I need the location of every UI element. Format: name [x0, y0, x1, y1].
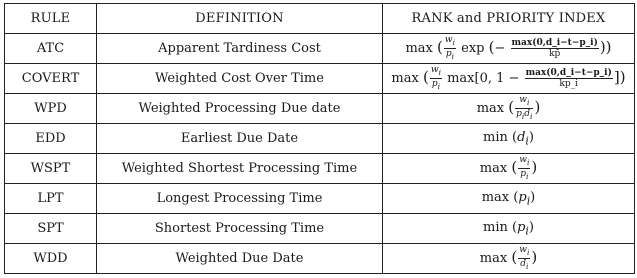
table-row [5, 34, 635, 64]
rank-cell [383, 64, 635, 94]
rule-cell: LPT [5, 184, 97, 214]
header-rule: RULE [5, 4, 97, 34]
formula-edd: $\min (d_i)$ [483, 129, 534, 148]
rules-table [4, 3, 635, 274]
rank-cell [383, 154, 635, 184]
formula-covert: max ( $\frac{w_i}{p_i}$ max[0, 1 − $\frac{\max(0,d\_i-t-p\_i)}{kp\_i}$ ]) [391, 65, 626, 91]
rule-cell: SPT [5, 214, 97, 244]
table-row [5, 94, 635, 124]
definition-cell: Earliest Due Date [97, 124, 383, 154]
rule-cell: EDD [5, 124, 97, 154]
formula-wspt: max ( $\frac{w_i}{p_i}$ ) [479, 155, 538, 181]
table-row [5, 184, 635, 214]
table-row [5, 64, 635, 94]
formula-wpd: max ( $\frac{w_i}{p_id_i}$ ) [476, 95, 541, 121]
formula-spt: $\min (p_i)$ [483, 219, 534, 238]
definition-cell: Weighted Due Date [97, 244, 383, 274]
rank-cell [383, 94, 635, 124]
rank-cell [383, 214, 635, 244]
rule-cell: WDD [5, 244, 97, 274]
definition-cell: Weighted Shortest Processing Time [97, 154, 383, 184]
definition-cell: Longest Processing Time [97, 184, 383, 214]
table-row [5, 214, 635, 244]
definition-cell: Weighted Processing Due date [97, 94, 383, 124]
definition-cell: Weighted Cost Over Time [97, 64, 383, 94]
rule-cell: WSPT [5, 154, 97, 184]
header-definition: DEFINITION [97, 4, 383, 34]
rank-cell [383, 244, 635, 274]
rank-cell [383, 184, 635, 214]
header-rank: RANK and PRIORITY INDEX [383, 4, 635, 34]
rank-cell [383, 124, 635, 154]
header-row [5, 4, 635, 34]
rule-cell: ATC [5, 34, 97, 64]
rule-cell: WPD [5, 94, 97, 124]
table-row [5, 244, 635, 274]
formula-wdd: max ( $\frac{w_i}{d_i}$ ) [479, 245, 538, 271]
formula-atc: max ( $\frac{w_i}{p_i}$ exp (− $\frac{\max(0,d\_i-t-p\_i)}{kp̄}$ )) [405, 35, 612, 61]
rule-cell: COVERT [5, 64, 97, 94]
rank-cell [383, 34, 635, 64]
table-row [5, 124, 635, 154]
formula-lpt: $\max (p_i)$ [481, 189, 536, 208]
definition-cell: Shortest Processing Time [97, 214, 383, 244]
table-row [5, 154, 635, 184]
definition-cell: Apparent Tardiness Cost [97, 34, 383, 64]
